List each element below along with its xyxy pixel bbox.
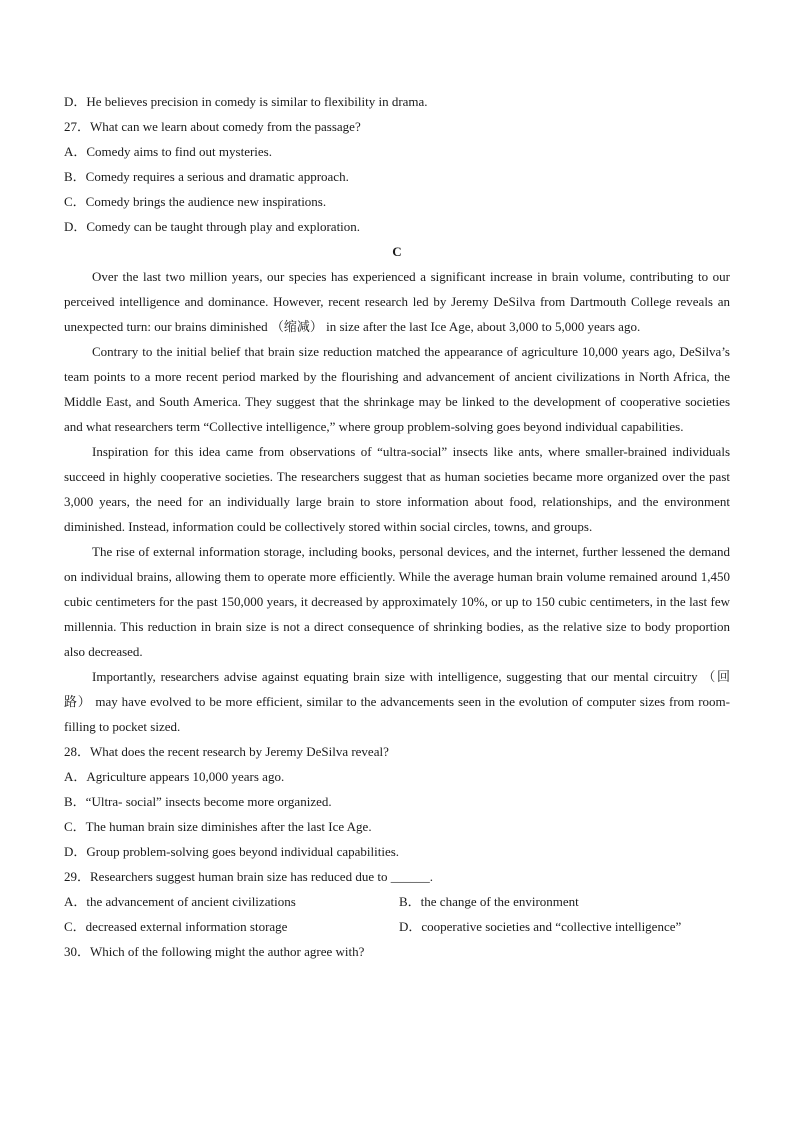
passage-paragraph-1: Over the last two million years, our species has experienced a significant increase in brain volume, contributing to our perceived intelligence and dominance. However, recent research led by Jeremy DeSilva from Dartmouth College reveals an unexpected turn: our brains diminished （缩减） in size after the last Ice Age, about 3,000 to 5,000 years ago. — [64, 269, 730, 334]
q28-option-b: B．“Ultra- social” insects become more organized. — [64, 794, 332, 809]
q28-option-d: D．Group problem-solving goes beyond individual capabilities. — [64, 844, 400, 859]
q28-question: 28．What does the recent research by Jeremy DeSilva reveal? — [64, 744, 389, 759]
q26-option-d: D．He believes precision in comedy is similar to flexibility in drama. — [64, 94, 428, 109]
passage-paragraph-2: Contrary to the initial belief that brain size reduction matched the appearance of agriculture 10,000 years ago, DeSilva’s team points to a more recent period marked by the flourishing and advancement of ancient civilizations in North Africa, the Middle East, and South America. They suggest that the shrinkage may be linked to the development of cooperative societies and what researchers term “Collective intelligence,” where group problem-solving goes beyond individual capabilities. — [64, 344, 730, 434]
q27-option-d: D．Comedy can be taught through play and exploration. — [64, 219, 361, 234]
q27-question: 27．What can we learn about comedy from the passage? — [64, 119, 361, 134]
q27-option-a: A．Comedy aims to find out mysteries. — [64, 144, 272, 159]
passage-paragraph-4: The rise of external information storage, including books, personal devices, and the internet, further lessened the demand on individual brains, allowing them to operate more efficiently. While the average human brain volume remained around 1,450 cubic centimeters for the past 150,000 years, it decreased by approximately 10%, or up to 150 cubic centimeters, in the last few millennia. This reduction in brain size is not a direct consequence of shrinking bodies, as the relative size to body proportion also decreased. — [64, 544, 730, 659]
passage-paragraph-3: Inspiration for this idea came from observations of “ultra-social” insects like ants, where smaller-brained individuals succeed in highly cooperative societies. The researchers suggest that as human societies became more organized over the past 3,000 years, the need for an individually large brain to store information about food, relationships, and the environment diminished. Instead, information could be collectively stored within social circles, towns, and groups. — [64, 444, 730, 534]
q28-option-a: A．Agriculture appears 10,000 years ago. — [64, 769, 285, 784]
q27-option-b: B．Comedy requires a serious and dramatic approach. — [64, 169, 349, 184]
q29-option-d: D．cooperative societies and “collective intelligence” — [399, 919, 682, 934]
q29-option-a: A．the advancement of ancient civilizations — [64, 894, 296, 909]
q29-options-row-1 — [64, 889, 730, 914]
q28-option-c: C．The human brain size diminishes after the last Ice Age. — [64, 819, 372, 834]
q27-option-c: C．Comedy brings the audience new inspirations. — [64, 194, 327, 209]
section-title: C — [392, 244, 402, 259]
q29-option-c: C．decreased external information storage — [64, 919, 288, 934]
q29-options-row-2 — [64, 914, 730, 939]
q30-question: 30．Which of the following might the author agree with? — [64, 944, 365, 959]
passage-paragraph-5: Importantly, researchers advise against equating brain size with intelligence, suggesting that our mental circuitry （回路） may have evolved to be more efficient, similar to the advancements seen in the evolution of computer sizes from room-filling to pocket sized. — [64, 669, 730, 734]
q29-option-b: B．the change of the environment — [399, 894, 579, 909]
q29-question: 29．Researchers suggest human brain size has reduced due to ______. — [64, 869, 433, 884]
document-page — [64, 89, 730, 964]
